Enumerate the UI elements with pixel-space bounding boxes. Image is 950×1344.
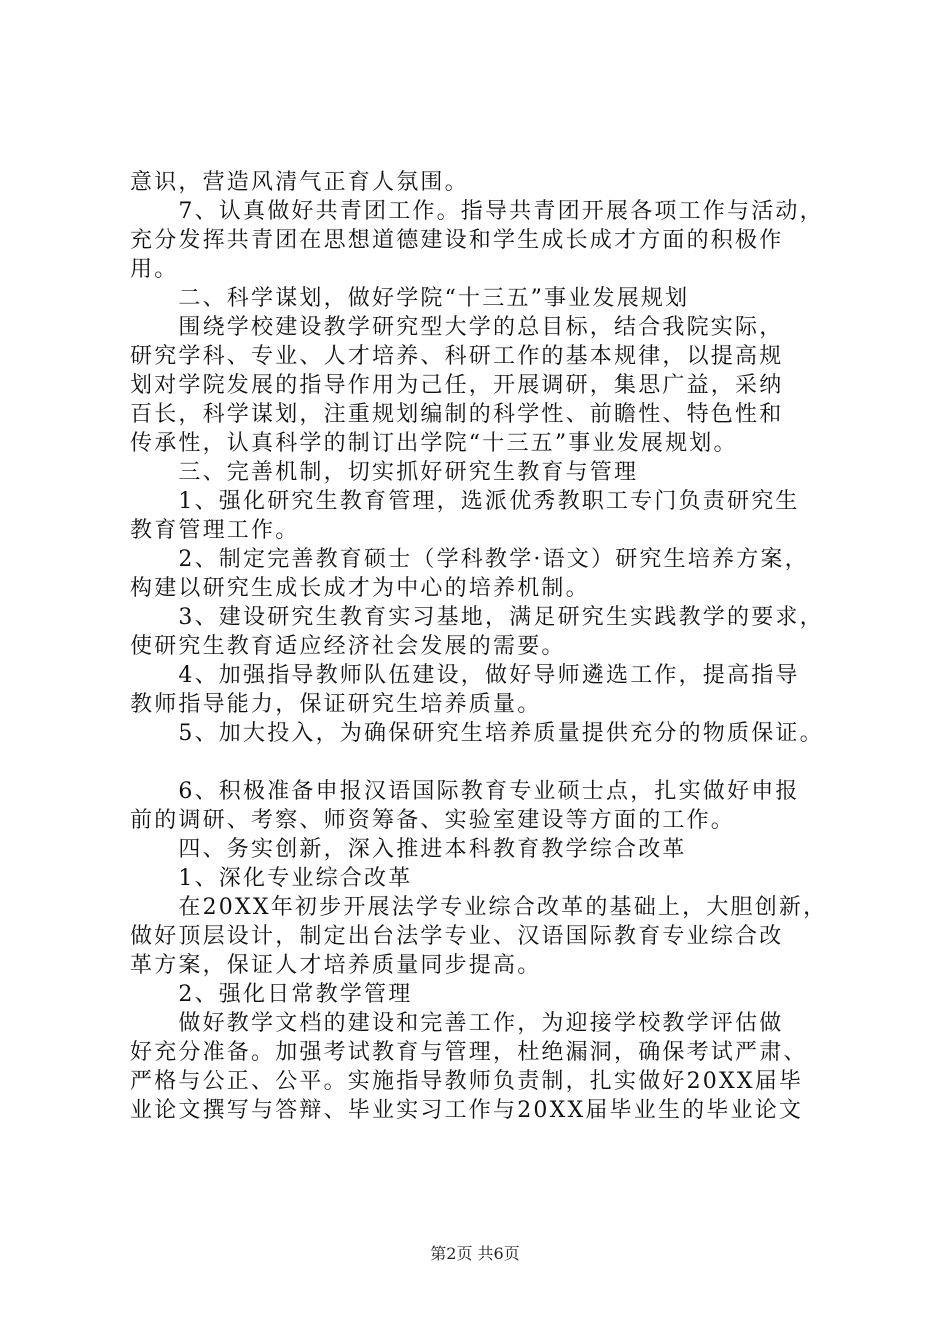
- text-line: 3、建设研究生教育实习基地，满足研究生实践教学的要求，: [130, 605, 824, 630]
- text-line: 研究学科、专业、人才培养、科研工作的基本规律，以提高规: [130, 344, 784, 369]
- text-line: 7、认真做好共青团工作。指导共青团开展各项工作与活动，: [130, 199, 824, 224]
- text-line: 业论文撰写与答辩、毕业实习工作与20XX届毕业生的毕业论文: [130, 1098, 804, 1123]
- text-line: 严格与公正、公平。实施指导教师负责制，扎实做好20XX届毕: [130, 1069, 804, 1094]
- text-line: 2、制定完善教育硕士（学科教学·语文）研究生培养方案，: [130, 547, 809, 572]
- text-line: 做好顶层设计，制定出台法学专业、汉语国际教育专业综合改: [130, 924, 784, 949]
- text-line: 在20XX年初步开展法学专业综合改革的基础上，大胆创新，: [130, 895, 828, 920]
- subsection-heading: 1、深化专业综合改革: [130, 866, 413, 891]
- text-line: 4、加强指导教师队伍建设，做好导师遴选工作，提高指导: [130, 663, 800, 688]
- text-line: 好充分准备。加强考试教育与管理，杜绝漏洞，确保考试严肃、: [130, 1040, 808, 1065]
- text-line: 1、强化研究生教育管理，选派优秀教职工专门负责研究生: [130, 489, 800, 514]
- section-heading: 二、科学谋划，做好学院“十三五”事业发展规划: [130, 286, 690, 311]
- text-line: 意识，营造风清气正育人氛围。: [130, 170, 469, 195]
- text-line: 围绕学校建设教学研究型大学的总目标，结合我院实际，: [130, 315, 784, 340]
- text-line: 传承性，认真科学的制订出学院“十三五”事业发展规划。: [130, 431, 738, 456]
- section-heading: 四、务实创新，深入推进本科教育教学综合改革: [130, 837, 687, 862]
- text-line: 前的调研、考察、师资筹备、实验室建设等方面的工作。: [130, 808, 736, 833]
- text-line: 5、加大投入，为确保研究生培养质量提供充分的物质保证。: [130, 721, 824, 746]
- page-number-footer: 第2页 共6页: [430, 1244, 520, 1263]
- text-line: 用。: [130, 257, 179, 282]
- text-line: 构建以研究生成长成才为中心的培养机制。: [130, 576, 590, 601]
- paragraph-gap: [130, 748, 845, 777]
- subsection-heading: 2、强化日常教学管理: [130, 982, 413, 1007]
- text-line: 百长，科学谋划，注重规划编制的科学性、前瞻性、特色性和: [130, 402, 784, 427]
- text-line: 划对学院发展的指导作用为己任，开展调研，集思广益，采纳: [130, 373, 784, 398]
- text-line: 教育管理工作。: [130, 518, 300, 543]
- text-line: 6、积极准备申报汉语国际教育专业硕士点，扎实做好申报: [130, 779, 800, 804]
- text-line: 使研究生教育适应经济社会发展的需要。: [130, 634, 566, 659]
- text-line: 充分发挥共青团在思想道德建设和学生成长成才方面的积极作: [130, 228, 784, 253]
- text-line: 革方案，保证人才培养质量同步提高。: [130, 953, 542, 978]
- text-line: 教师指导能力，保证研究生培养质量。: [130, 692, 542, 717]
- document-body: [130, 168, 845, 1125]
- section-heading: 三、完善机制，切实抓好研究生教育与管理: [130, 460, 639, 485]
- text-line: 做好教学文档的建设和完善工作，为迎接学校教学评估做: [130, 1011, 784, 1036]
